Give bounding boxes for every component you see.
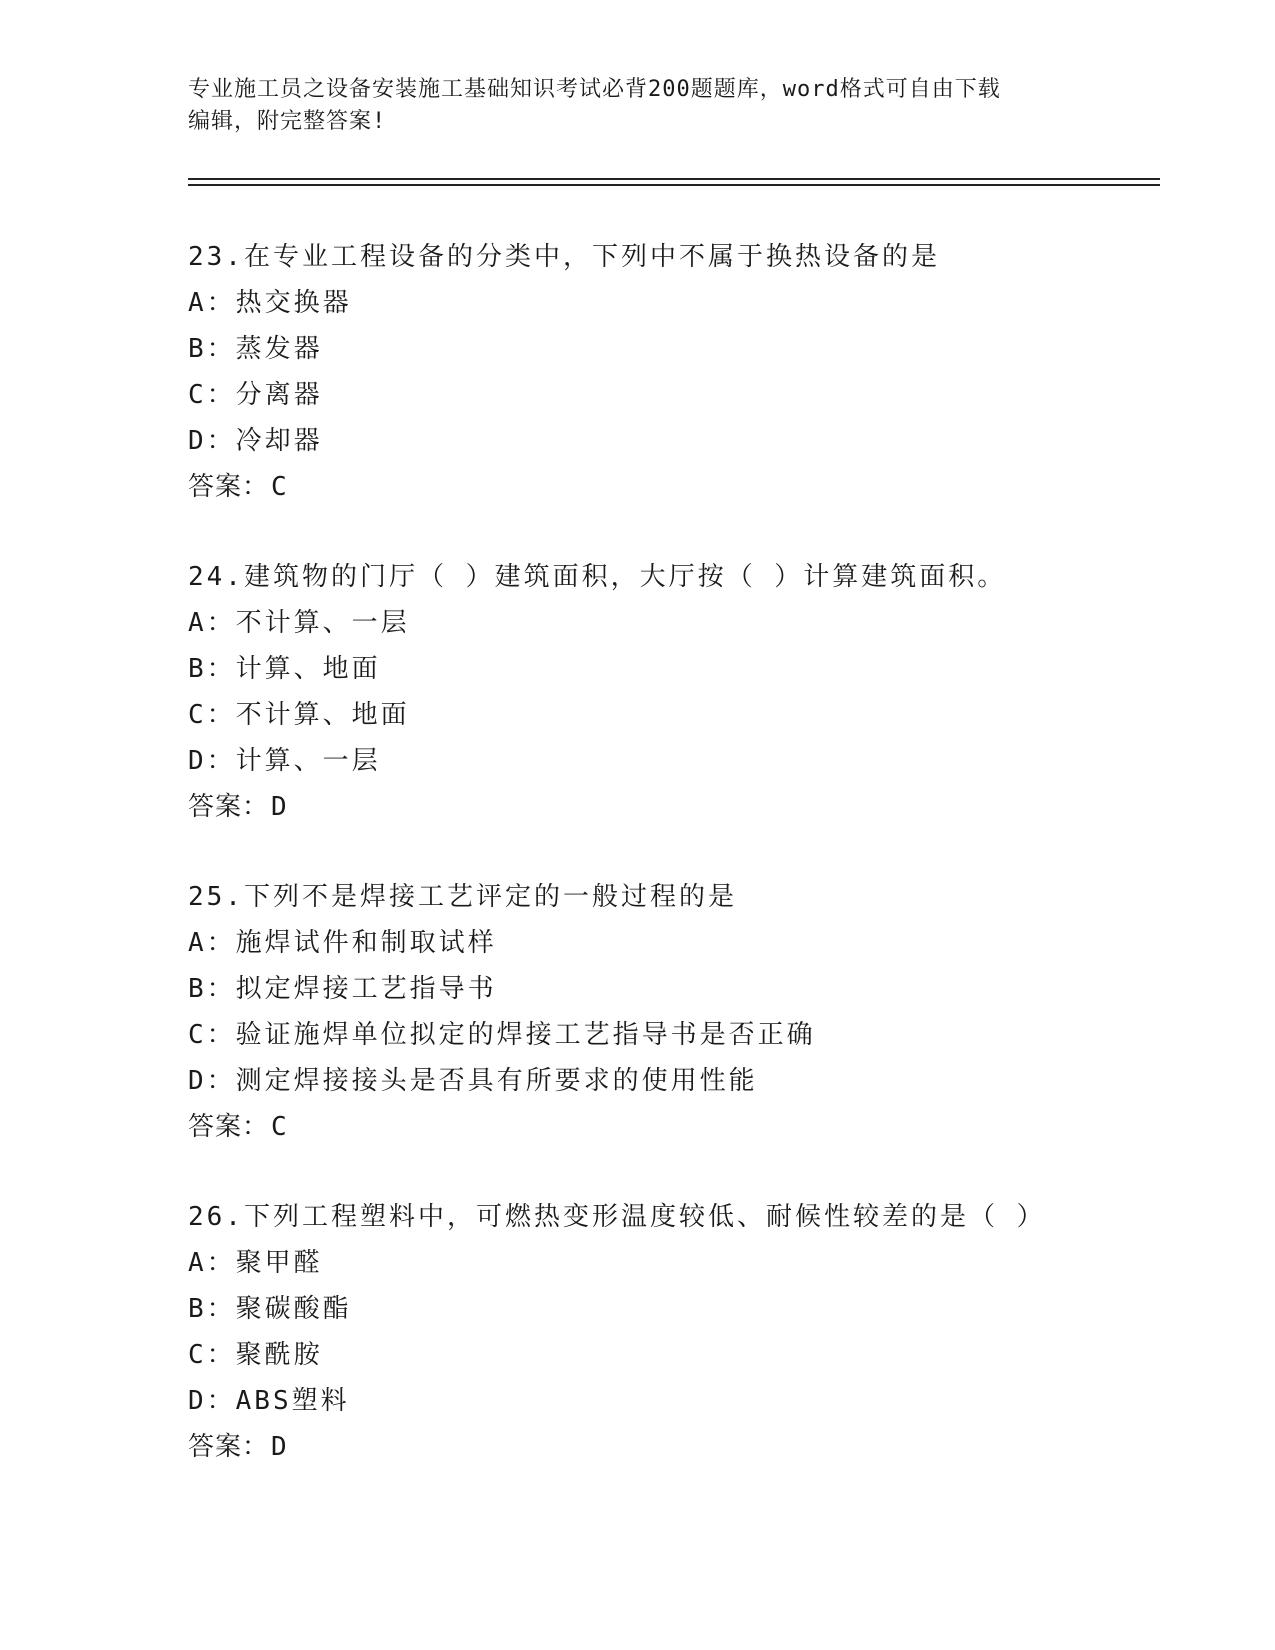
option-c: C：验证施焊单位拟定的焊接工艺指导书是否正确 bbox=[188, 1020, 816, 1050]
answer-value: D bbox=[271, 1432, 288, 1462]
header-divider-bottom bbox=[188, 184, 1160, 186]
answer-value: C bbox=[271, 472, 288, 502]
answer-label: 答案： bbox=[188, 792, 270, 822]
question-23 bbox=[188, 234, 1138, 510]
option-c: C：分离器 bbox=[188, 380, 323, 410]
question-stem: 26.下列工程塑料中，可燃热变形温度较低、耐候性较差的是（ ） bbox=[188, 1202, 1046, 1232]
question-24 bbox=[188, 554, 1138, 830]
answer-line bbox=[188, 464, 1138, 510]
option-a: A：施焊试件和制取试样 bbox=[188, 928, 497, 958]
option-b: B：拟定焊接工艺指导书 bbox=[188, 974, 497, 1004]
option-b: B：计算、地面 bbox=[188, 654, 381, 684]
option-c: C：聚酰胺 bbox=[188, 1340, 323, 1370]
question-stem: 23.在专业工程设备的分类中，下列中不属于换热设备的是 bbox=[188, 242, 940, 272]
option-a: A：热交换器 bbox=[188, 288, 352, 318]
option-d: D：计算、一层 bbox=[188, 746, 381, 776]
option-c: C：不计算、地面 bbox=[188, 700, 410, 730]
answer-value: D bbox=[271, 792, 288, 822]
header-line-1: 专业施工员之设备安装施工基础知识考试必背200题题库，word格式可自由下载 bbox=[188, 77, 1001, 102]
option-a: A：不计算、一层 bbox=[188, 608, 410, 638]
option-b: B：聚碳酸酯 bbox=[188, 1294, 352, 1324]
answer-label: 答案： bbox=[188, 1432, 270, 1462]
option-a: A：聚甲醛 bbox=[188, 1248, 323, 1278]
option-d: D：ABS塑料 bbox=[188, 1386, 350, 1416]
header-line-2: 编辑，附完整答案! bbox=[188, 109, 387, 134]
document-header bbox=[188, 74, 1068, 138]
answer-label: 答案： bbox=[188, 472, 270, 502]
option-b: B：蒸发器 bbox=[188, 334, 323, 364]
option-d: D：测定焊接接头是否具有所要求的使用性能 bbox=[188, 1066, 758, 1096]
question-25 bbox=[188, 874, 1138, 1150]
answer-line bbox=[188, 1424, 1138, 1470]
question-26 bbox=[188, 1194, 1138, 1470]
answer-line bbox=[188, 784, 1138, 830]
question-stem: 24.建筑物的门厅（ ）建筑面积，大厅按（ ）计算建筑面积。 bbox=[188, 562, 1007, 592]
option-d: D：冷却器 bbox=[188, 426, 323, 456]
header-divider-top bbox=[188, 178, 1160, 180]
answer-label: 答案： bbox=[188, 1112, 270, 1142]
answer-value: C bbox=[271, 1112, 288, 1142]
question-stem: 25.下列不是焊接工艺评定的一般过程的是 bbox=[188, 882, 737, 912]
answer-line bbox=[188, 1104, 1138, 1150]
